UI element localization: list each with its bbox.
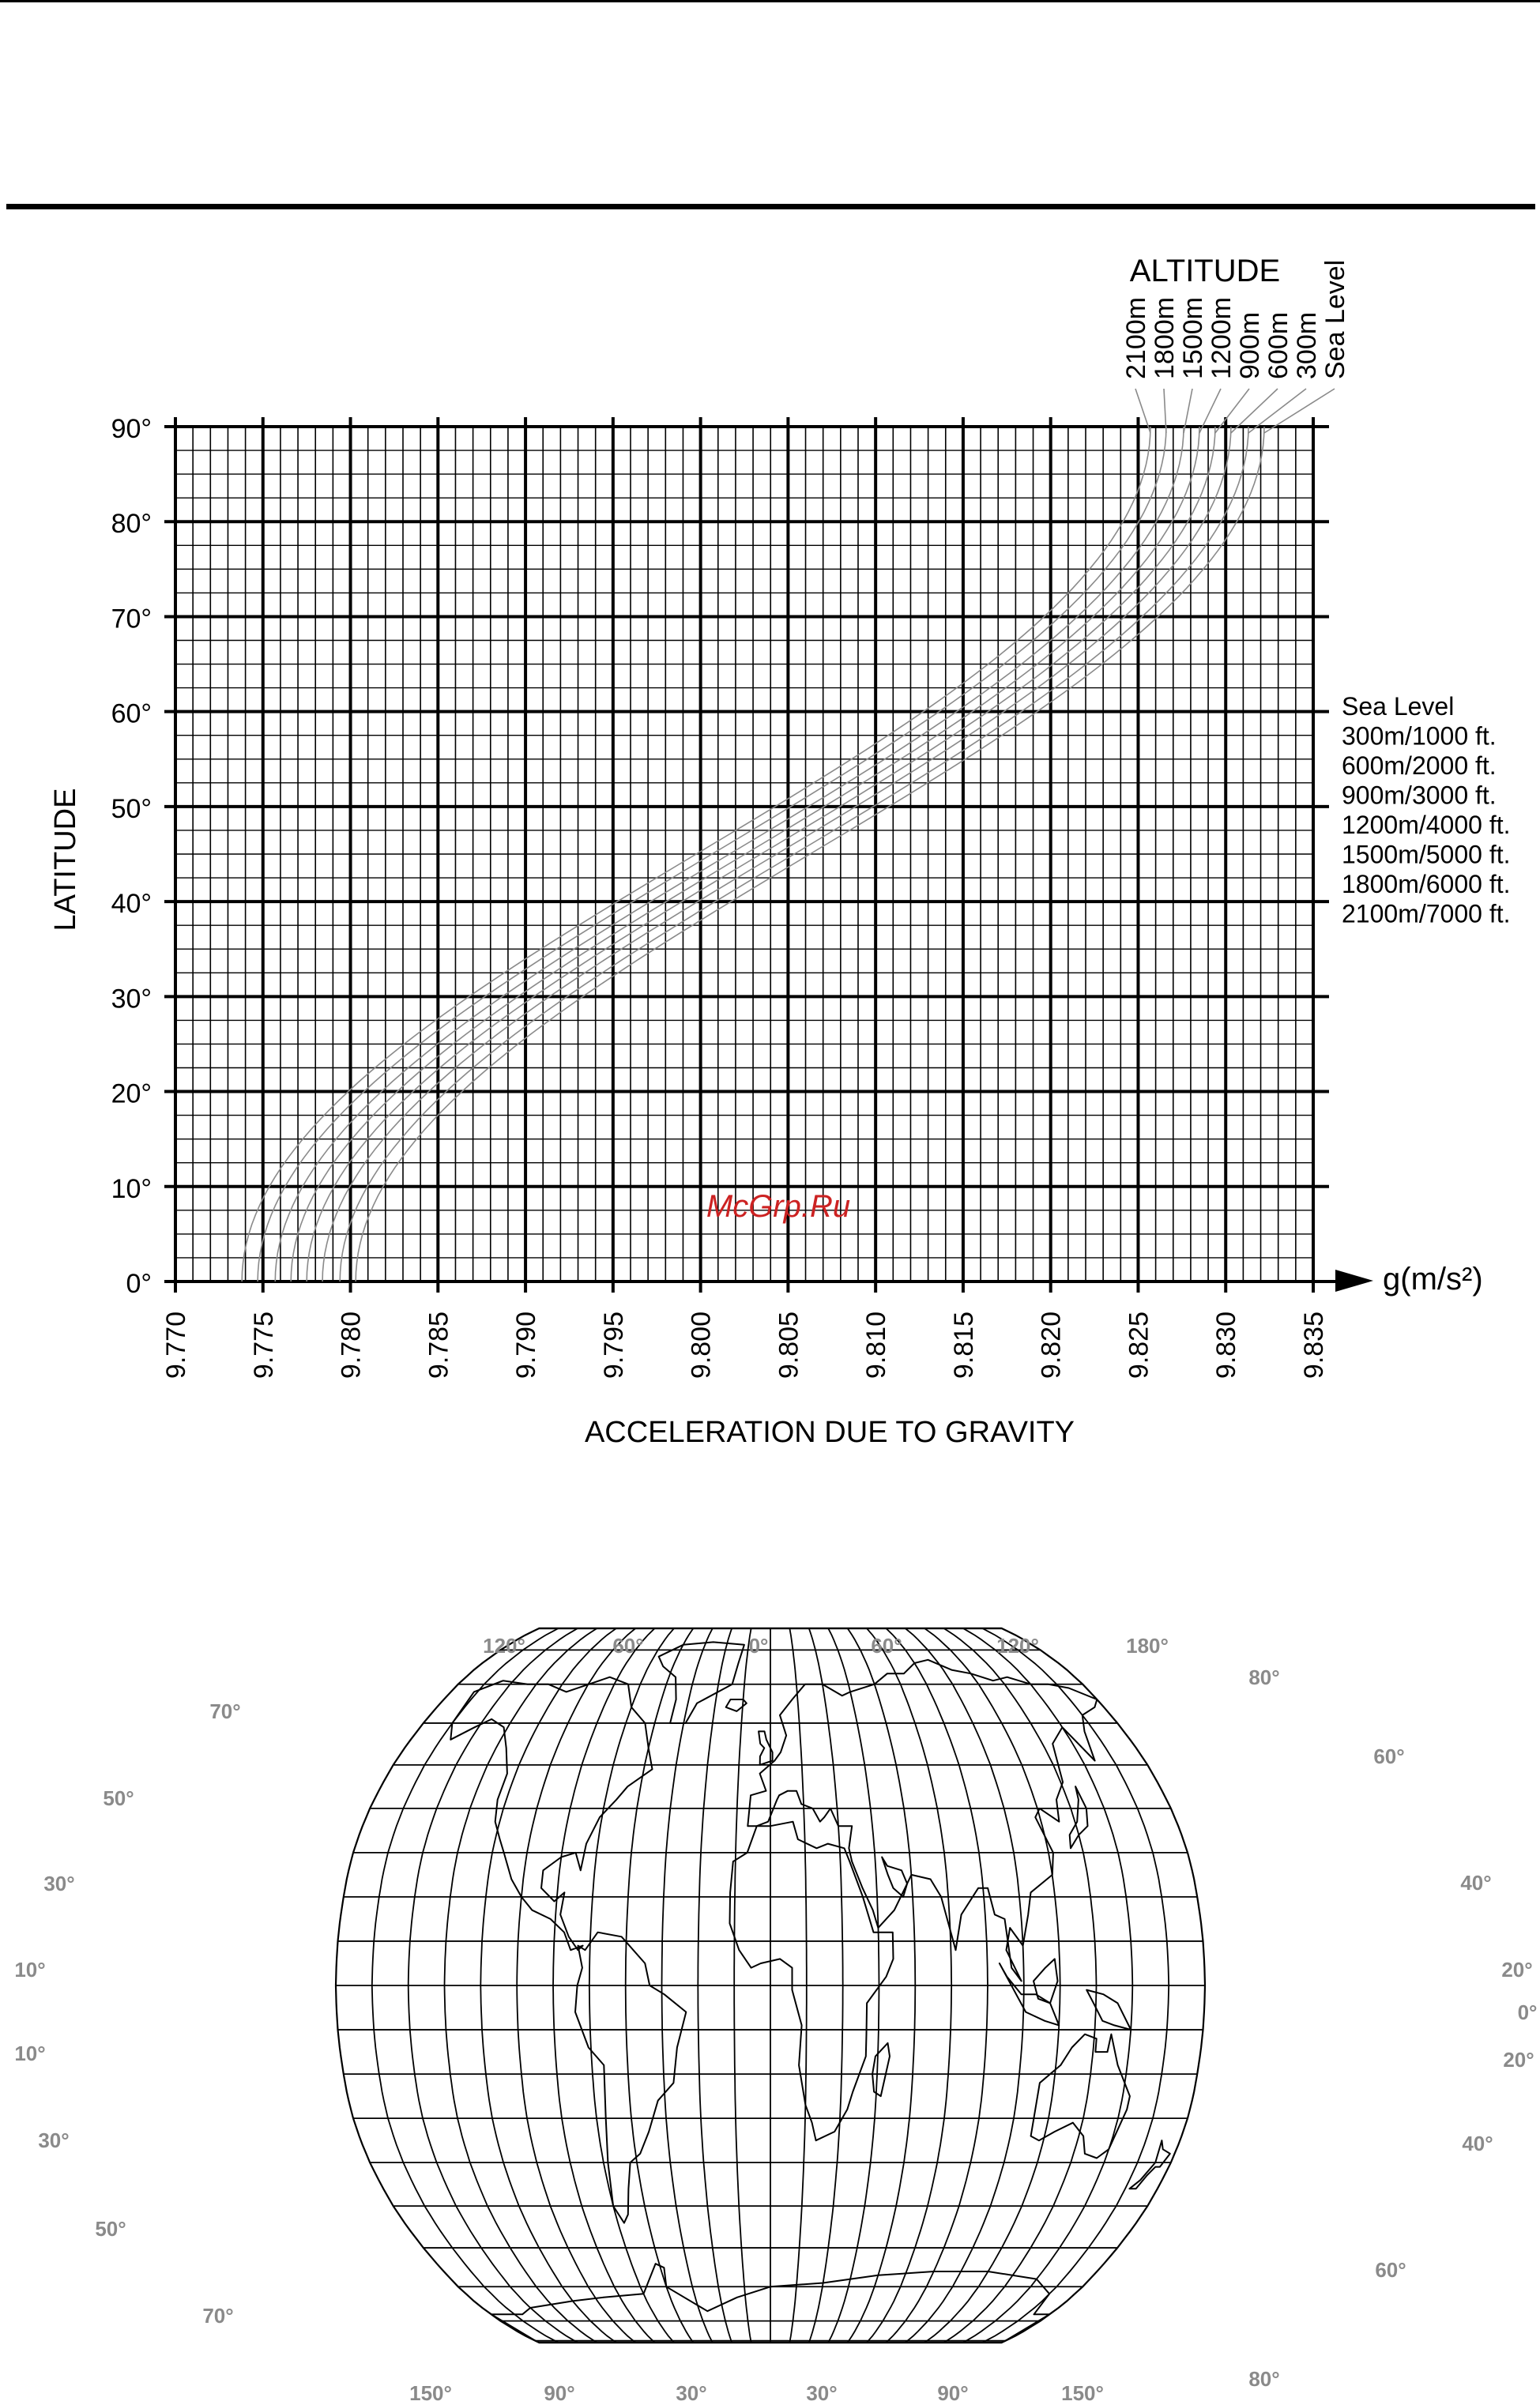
legend-entry: 1200m/4000 ft. [1342,811,1511,839]
x-tick-label: 9.770 [161,1312,191,1379]
legend [1342,692,1510,928]
landmass-borneo [1034,1959,1058,2003]
x-tick-label: 9.790 [511,1312,542,1379]
altitude-title: ALTITUDE [1129,254,1281,288]
graticule-label: 50° [95,2217,126,2241]
graticule-label: 60° [1375,2258,1406,2282]
altitude-label: 1800m [1150,297,1180,379]
x-axis-unit: g(m/s²) [1383,1262,1483,1297]
legend-entry: 1800m/6000 ft. [1342,870,1511,898]
legend-entry: Sea Level [1342,692,1455,721]
graticule-label: 80° [1248,1665,1280,1689]
graticule-label: 120° [483,1634,525,1658]
altitude-label: 2100m [1121,297,1151,379]
legend-entry: 2100m/7000 ft. [1342,899,1511,928]
continents [450,1642,1170,2340]
x-tick-label: 9.815 [948,1312,979,1379]
legend-entry: 600m/2000 ft. [1342,751,1497,780]
graticule-label: 120° [996,1634,1039,1658]
x-tick-label: 9.835 [1299,1312,1329,1379]
graticule-label: 90° [937,2381,969,2405]
x-tick-label: 9.800 [686,1312,717,1379]
x-axis-label: ACCELERATION DUE TO GRAVITY [584,1416,1075,1449]
altitude-label: 900m [1235,311,1265,379]
landmass-south-america [575,1933,686,2223]
altitude-label: 300m [1292,311,1322,379]
landmass-europe-asia [747,1660,1097,1982]
landmass-africa [730,1822,894,2141]
landmass-indonesia [1000,1963,1059,2025]
x-tick-label: 9.775 [248,1312,279,1379]
altitude-label: 1200m [1207,297,1237,379]
graticule-label: 20° [1501,1958,1533,1982]
graticule-label: 30° [676,2381,707,2405]
y-tick-label: 10° [111,1173,152,1204]
landmass-japan [1070,1786,1088,1848]
y-tick-label: 40° [111,889,152,920]
legend-entry: 300m/1000 ft. [1342,721,1497,751]
graticule-label: 150° [1061,2381,1104,2405]
y-tick-label: 60° [111,698,152,729]
x-tick-label: 9.820 [1036,1312,1067,1379]
graticule-label: 10° [14,1958,46,1982]
graticule-label: 0° [748,1634,769,1658]
graticule [336,1628,1205,2343]
legend-entry: 900m/3000 ft. [1342,781,1497,810]
x-tick-label: 9.810 [861,1312,892,1379]
landmass-north-america [450,1677,652,1951]
landmass-madagascar [872,2043,890,2096]
graticule-label: 30° [43,1872,75,1895]
major-grid [164,417,1337,1293]
graticule-label: 60° [871,1634,902,1658]
graticule-label: 30° [806,2381,838,2405]
graticule-label: 40° [1460,1871,1492,1895]
x-tick-label: 9.780 [336,1312,367,1379]
graticule-label: 30° [38,2128,70,2152]
graticule-label: 20° [1503,2048,1534,2072]
graticule-label: 70° [202,2304,234,2328]
watermark: McGrp.Ru [706,1189,851,1224]
y-tick-label: 20° [111,1078,152,1109]
x-axis-arrow-icon [1335,1270,1373,1292]
graticule-label: 10° [14,2042,46,2065]
x-tick-label: 9.805 [774,1312,804,1379]
graticule-label: 60° [612,1634,644,1658]
graticule-label: 150° [409,2381,452,2405]
landmass-new-zealand [1129,2140,1169,2189]
altitude-label: Sea Level [1320,259,1350,379]
graticule-label: 80° [1248,2367,1280,2391]
graticule-label: 90° [544,2381,575,2405]
graticule-label: 40° [1462,2132,1493,2155]
x-tick-label: 9.785 [424,1312,454,1379]
graticule-label: 180° [1126,1634,1169,1658]
y-tick-label: 80° [111,509,152,540]
y-tick-label: 30° [111,984,152,1014]
x-tick-labels [161,1312,1329,1379]
legend-entry: 1500m/5000 ft. [1342,840,1511,869]
graticule-label: 50° [103,1786,134,1810]
x-tick-label: 9.795 [598,1312,629,1379]
y-tick-label: 50° [111,793,152,824]
x-tick-label: 9.830 [1211,1312,1242,1379]
world-map [0,1580,1540,2405]
graticule-label: 70° [209,1699,241,1723]
graticule-label: 0° [1517,2000,1538,2024]
altitude-label: 1500m [1178,297,1208,379]
y-tick-label: 0° [126,1269,152,1299]
y-tick-labels [111,414,152,1299]
y-axis-label: LATITUDE [49,788,82,932]
y-tick-label: 90° [111,414,152,444]
landmass-new-guinea [1086,1990,1131,2030]
landmass-australia [1031,2034,1130,2158]
graticule-label: 60° [1373,1744,1405,1768]
altitude-label: 600m [1263,311,1293,379]
y-tick-label: 70° [111,604,152,634]
x-tick-label: 9.825 [1124,1312,1154,1379]
graticule-labels [14,1634,1537,2405]
